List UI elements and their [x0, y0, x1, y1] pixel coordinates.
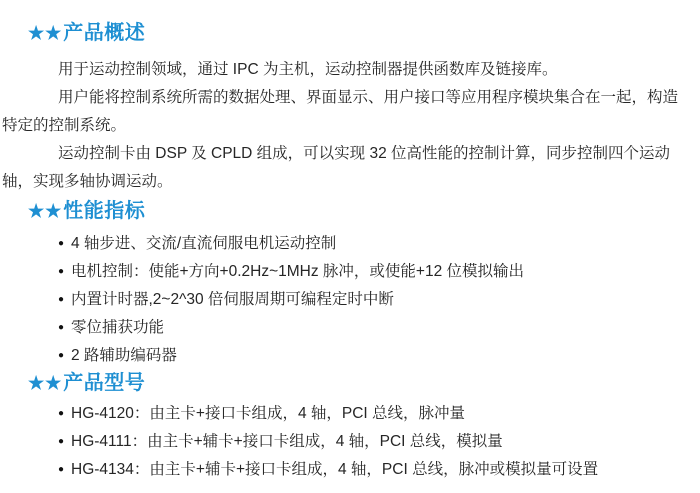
list-item-text: 内置计时器,2~2^30 倍伺服周期可编程定时中断 — [71, 291, 394, 308]
model-list — [0, 400, 696, 484]
list-item-text: 电机控制：使能+方向+0.2Hz~1MHz 脉冲，或使能+12 位模拟输出 — [71, 263, 525, 280]
list-item — [58, 428, 696, 456]
list-item — [58, 314, 696, 342]
section-title-overview: 产品概述 — [63, 22, 146, 44]
list-item-text: 零位捕获功能 — [71, 319, 165, 336]
bullet-icon: ● — [58, 408, 65, 419]
list-item-text: HG-4134：由主卡+辅卡+接口卡组成，4 轴，PCI 总线，脉冲或模拟量可设置 — [71, 461, 599, 478]
spec-list — [0, 230, 696, 370]
stars-icon: ★★ — [28, 373, 63, 393]
section-title-models: 产品型号 — [63, 372, 146, 394]
section-product-overview — [0, 20, 696, 196]
section-product-models — [0, 370, 696, 484]
bullet-icon: ● — [58, 266, 65, 277]
list-item-text: 2 路辅助编码器 — [71, 347, 177, 364]
list-item — [58, 286, 696, 314]
list-item — [58, 230, 696, 258]
bullet-icon: ● — [58, 436, 65, 447]
list-item-text: 4 轴步进、交流/直流伺服电机运动控制 — [71, 235, 337, 252]
bullet-icon: ● — [58, 322, 65, 333]
list-item-text: HG-4111：由主卡+辅卡+接口卡组成，4 轴，PCI 总线，模拟量 — [71, 433, 503, 450]
stars-icon: ★★ — [28, 201, 63, 221]
bullet-icon: ● — [58, 238, 65, 249]
section-heading-models — [28, 370, 696, 396]
section-heading-specs — [28, 198, 696, 224]
overview-paragraph-2: 用户能将控制系统所需的数据处理、界面显示、用户接口等应用程序模块集合在一起，构造特定的控制系统。 — [2, 89, 679, 134]
section-heading-overview — [28, 20, 696, 46]
section-title-specs: 性能指标 — [63, 200, 146, 222]
overview-paragraph-1: 用于运动控制领域，通过 IPC 为主机，运动控制器提供函数库及链接库。 — [58, 61, 558, 78]
section-performance-specs — [0, 198, 696, 370]
list-item — [58, 400, 696, 428]
list-item — [58, 456, 696, 484]
overview-paragraph-3: 运动控制卡由 DSP 及 CPLD 组成，可以实现 32 位高性能的控制计算，同步控制四个运动轴，实现多轴协调运动。 — [2, 145, 671, 190]
stars-icon: ★★ — [28, 23, 63, 43]
bullet-icon: ● — [58, 464, 65, 475]
list-item — [58, 258, 696, 286]
bullet-icon: ● — [58, 350, 65, 361]
list-item-text: HG-4120：由主卡+接口卡组成，4 轴，PCI 总线，脉冲量 — [71, 405, 466, 422]
list-item — [58, 342, 696, 370]
bullet-icon: ● — [58, 294, 65, 305]
